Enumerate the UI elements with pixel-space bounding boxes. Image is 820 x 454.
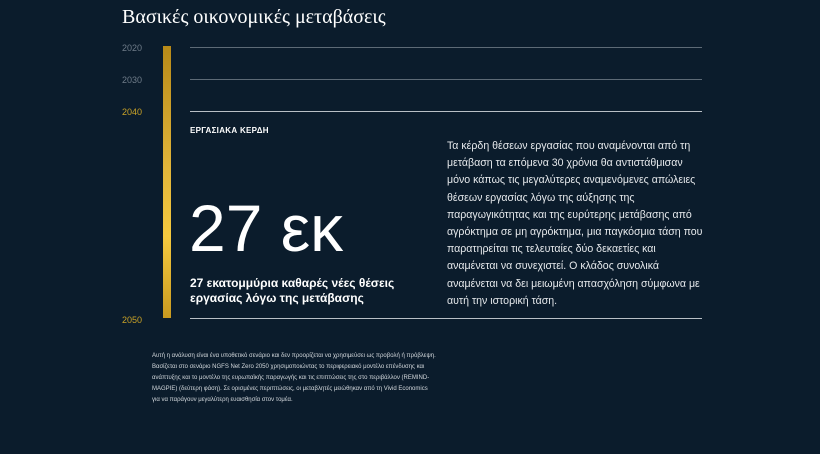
timeline-year-2050[interactable]: 2050 bbox=[122, 315, 143, 325]
timeline-divider-2020 bbox=[190, 47, 702, 48]
timeline-divider-2050 bbox=[190, 318, 702, 319]
timeline-divider-2030 bbox=[190, 79, 702, 80]
timeline-year-2030[interactable]: 2030 bbox=[122, 75, 143, 85]
timeline-year-2040[interactable]: 2040 bbox=[122, 107, 143, 117]
timeline-progress-bar bbox=[163, 46, 171, 318]
timeline-year-2020[interactable]: 2020 bbox=[122, 43, 143, 53]
big-number: 27 εκ bbox=[189, 191, 344, 265]
card-body-text: Τα κέρδη θέσεων εργασίας που αναμένονται από τη μετάβαση τα επόμενα 30 χρόνια θα αντιστάθμισαν μόνο κάπως τις μεγαλύτερες αναμενόμενες απώλειες θέσεων εργασίας λόγω της αύξησης της παραγωγικότητας και της ευρύτερης μετάβασης από αγρόκτημα σε μη αγρόκτημα, μια παγκόσμια τάση που παρατηρείται τις τελευταίες δύο δεκαετίες και αναμένεται να συνεχιστεί. Ο κλάδος συνολικά αναμένεται να δει μειωμένη απασχόληση σύμφωνα με αυτή την ιστορική τάση. bbox=[447, 140, 703, 307]
page-title: Βασικές οικονομικές μεταβάσεις bbox=[122, 6, 386, 28]
footnote: Αυτή η ανάλυση είναι ένα υποθετικό σενάριο και δεν προορίζεται να χρησιμεύσει ως προβολή ή πρόβλεψη. Βασίζεται στο σενάριο NGFS Net Zero 2050 χρησιμοποιώντας το περιφερειακό μοντέλο επένδυσης και ανάπτυξης και το μοντέλο της ευρωπαϊκής παραγωγής και τις επιπτώσεις της στο περιβάλλον (REMIND-MAGPIE) (δεύτερη φάση). Σε ορισμένες περιπτώσεις, οι μεταβλητές μειώθηκαν από τη Vivid Economics για να παράγουν μεγαλύτερη ευαισθησία στον τομέα. bbox=[152, 353, 436, 403]
timeline-divider-2040 bbox=[190, 111, 702, 112]
big-number-caption: 27 εκατομμύρια καθαρές νέες θέσεις εργασίας λόγω της μετάβασης bbox=[190, 276, 395, 305]
card-eyebrow: ΕΡΓΑΣΙΑΚΑ ΚΕΡΔΗ bbox=[190, 126, 269, 135]
